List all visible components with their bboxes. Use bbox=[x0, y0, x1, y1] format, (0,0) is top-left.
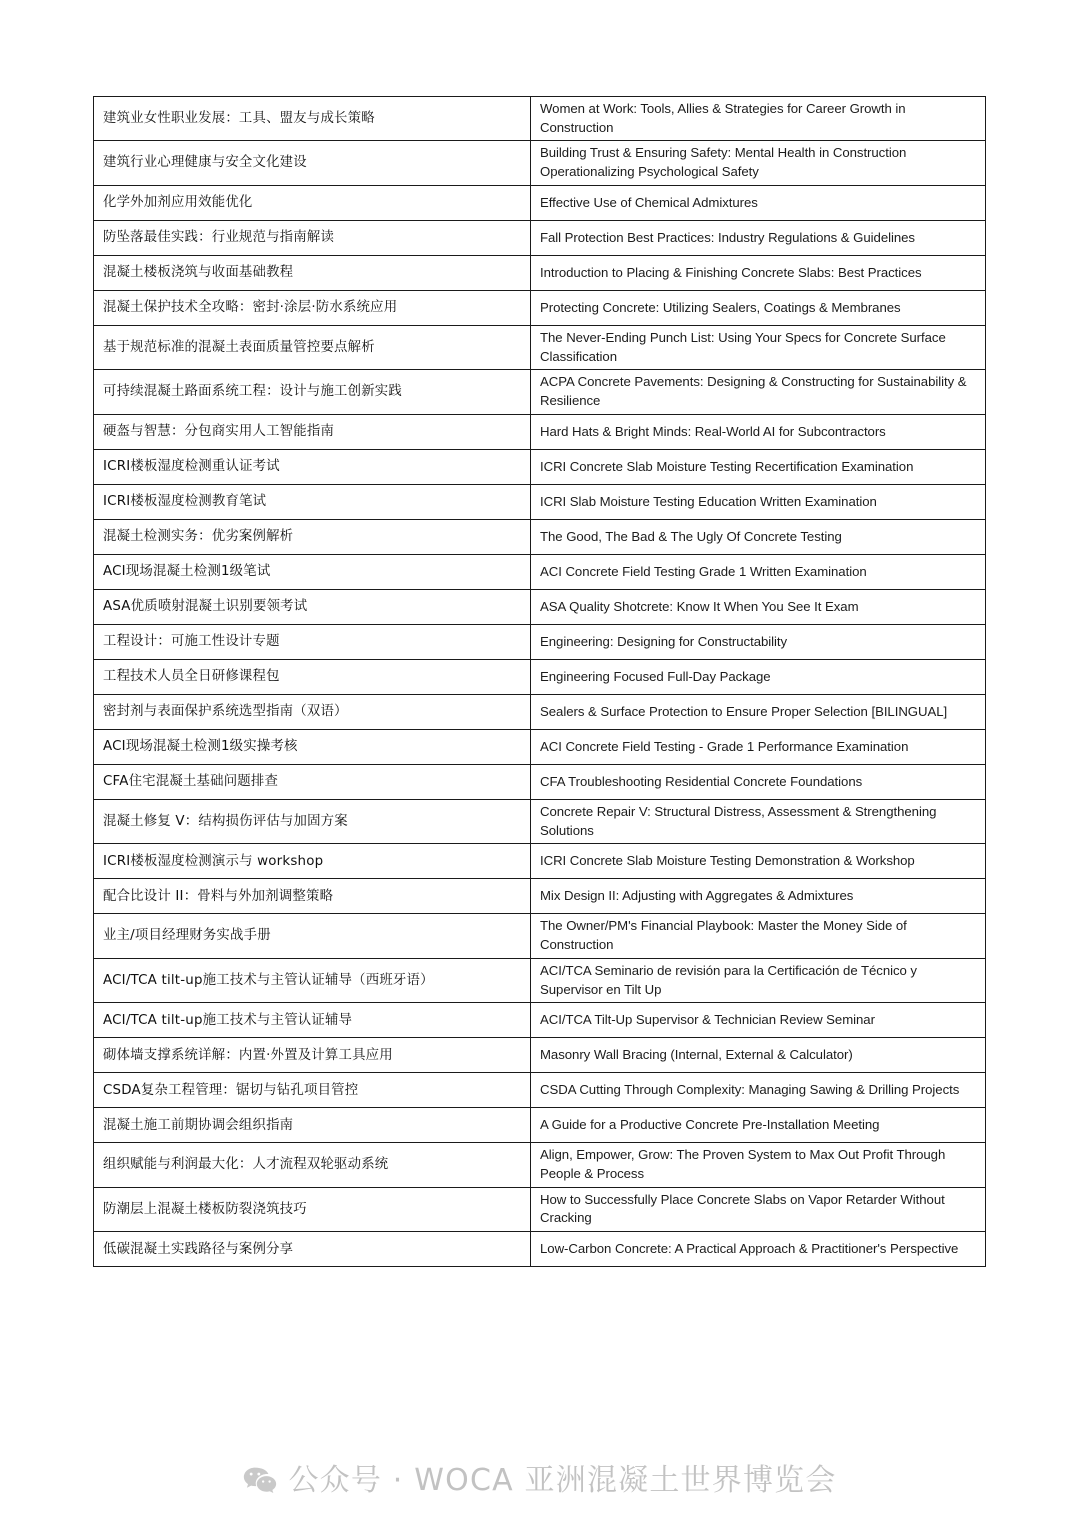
session-table-body bbox=[94, 97, 986, 1267]
session-title-en: Engineering Focused Full-Day Package bbox=[531, 659, 986, 694]
session-title-cn: 密封剂与表面保护系统选型指南（双语） bbox=[94, 694, 531, 729]
session-title-cn: 混凝土保护技术全攻略：密封·涂层·防水系统应用 bbox=[94, 290, 531, 325]
table-row bbox=[94, 519, 986, 554]
session-title-cn: ACI现场混凝土检测1级笔试 bbox=[94, 554, 531, 589]
session-title-cn: 基于规范标准的混凝土表面质量管控要点解析 bbox=[94, 325, 531, 369]
session-title-cn: ACI/TCA tilt-up施工技术与主管认证辅导 bbox=[94, 1003, 531, 1038]
table-row bbox=[94, 1003, 986, 1038]
table-row bbox=[94, 624, 986, 659]
session-title-en: ACI/TCA Seminario de revisión para la Certificación de Técnico y Supervisor en Tilt Up bbox=[531, 958, 986, 1002]
session-title-cn: 防潮层上混凝土楼板防裂浇筑技巧 bbox=[94, 1187, 531, 1231]
session-title-en: Fall Protection Best Practices: Industry Regulations & Guidelines bbox=[531, 220, 986, 255]
session-title-en: Protecting Concrete: Utilizing Sealers, Coatings & Membranes bbox=[531, 290, 986, 325]
session-title-en: ACI/TCA Tilt-Up Supervisor & Technician Review Seminar bbox=[531, 1003, 986, 1038]
session-title-en: Align, Empower, Grow: The Proven System to Max Out Profit Through People & Process bbox=[531, 1143, 986, 1187]
session-title-en: Introduction to Placing & Finishing Concrete Slabs: Best Practices bbox=[531, 255, 986, 290]
session-table bbox=[93, 96, 986, 1267]
session-title-en: Engineering: Designing for Constructability bbox=[531, 624, 986, 659]
table-row bbox=[94, 694, 986, 729]
session-title-cn: ACI现场混凝土检测1级实操考核 bbox=[94, 729, 531, 764]
table-row bbox=[94, 1108, 986, 1143]
session-title-cn: 化学外加剂应用效能优化 bbox=[94, 185, 531, 220]
session-title-cn: ASA优质喷射混凝土识别要领考试 bbox=[94, 589, 531, 624]
session-title-en: CFA Troubleshooting Residential Concrete Foundations bbox=[531, 764, 986, 799]
session-title-cn: 工程技术人员全日研修课程包 bbox=[94, 659, 531, 694]
table-row bbox=[94, 290, 986, 325]
session-title-cn: 混凝土施工前期协调会组织指南 bbox=[94, 1108, 531, 1143]
table-row bbox=[94, 414, 986, 449]
session-title-en: The Good, The Bad & The Ugly Of Concrete Testing bbox=[531, 519, 986, 554]
table-row bbox=[94, 97, 986, 141]
session-title-cn: 建筑行业心理健康与安全文化建设 bbox=[94, 141, 531, 185]
session-title-cn: ACI/TCA tilt-up施工技术与主管认证辅导（西班牙语） bbox=[94, 958, 531, 1002]
table-row bbox=[94, 844, 986, 879]
session-title-cn: 混凝土修复 V：结构损伤评估与加固方案 bbox=[94, 799, 531, 843]
table-row bbox=[94, 220, 986, 255]
session-title-cn: 低碳混凝土实践路径与案例分享 bbox=[94, 1232, 531, 1267]
session-title-en: Women at Work: Tools, Allies & Strategies for Career Growth in Construction bbox=[531, 97, 986, 141]
session-title-en: Concrete Repair V: Structural Distress, Assessment & Strengthening Solutions bbox=[531, 799, 986, 843]
table-row bbox=[94, 141, 986, 185]
wechat-icon bbox=[243, 1466, 277, 1496]
session-title-cn: 混凝土检测实务：优劣案例解析 bbox=[94, 519, 531, 554]
session-title-cn: 硬盔与智慧：分包商实用人工智能指南 bbox=[94, 414, 531, 449]
session-title-en: ICRI Slab Moisture Testing Education Written Examination bbox=[531, 484, 986, 519]
session-title-en: How to Successfully Place Concrete Slabs on Vapor Retarder Without Cracking bbox=[531, 1187, 986, 1231]
table-row bbox=[94, 659, 986, 694]
table-row bbox=[94, 914, 986, 958]
session-title-cn: ICRI楼板湿度检测演示与 workshop bbox=[94, 844, 531, 879]
session-title-cn: 可持续混凝土路面系统工程：设计与施工创新实践 bbox=[94, 370, 531, 414]
table-row bbox=[94, 729, 986, 764]
table-row bbox=[94, 370, 986, 414]
session-title-cn: 组织赋能与利润最大化：人才流程双轮驱动系统 bbox=[94, 1143, 531, 1187]
table-row bbox=[94, 449, 986, 484]
table-row bbox=[94, 554, 986, 589]
table-row bbox=[94, 799, 986, 843]
session-title-en: A Guide for a Productive Concrete Pre-Installation Meeting bbox=[531, 1108, 986, 1143]
session-title-cn: 防坠落最佳实践：行业规范与指南解读 bbox=[94, 220, 531, 255]
session-title-en: Building Trust & Ensuring Safety: Mental Health in Construction Operationalizing Psychological Safety bbox=[531, 141, 986, 185]
footer-watermark bbox=[0, 1463, 1080, 1498]
session-title-en: The Never-Ending Punch List: Using Your Specs for Concrete Surface Classification bbox=[531, 325, 986, 369]
table-row bbox=[94, 1143, 986, 1187]
session-title-en: The Owner/PM's Financial Playbook: Master the Money Side of Construction bbox=[531, 914, 986, 958]
session-title-cn: 建筑业女性职业发展：工具、盟友与成长策略 bbox=[94, 97, 531, 141]
footer-label: 公众号 · WOCA 亚洲混凝土世界博览会 bbox=[288, 1463, 837, 1498]
table-row bbox=[94, 958, 986, 1002]
session-title-cn: 砌体墙支撑系统详解：内置·外置及计算工具应用 bbox=[94, 1038, 531, 1073]
session-title-en: Masonry Wall Bracing (Internal, External & Calculator) bbox=[531, 1038, 986, 1073]
session-title-en: ACI Concrete Field Testing - Grade 1 Performance Examination bbox=[531, 729, 986, 764]
table-row bbox=[94, 1038, 986, 1073]
table-row bbox=[94, 185, 986, 220]
session-title-cn: 工程设计：可施工性设计专题 bbox=[94, 624, 531, 659]
table-row bbox=[94, 764, 986, 799]
table-row bbox=[94, 879, 986, 914]
table-row bbox=[94, 1232, 986, 1267]
table-row bbox=[94, 1187, 986, 1231]
session-title-en: Hard Hats & Bright Minds: Real-World AI for Subcontractors bbox=[531, 414, 986, 449]
table-row bbox=[94, 1073, 986, 1108]
session-title-en: ACPA Concrete Pavements: Designing & Constructing for Sustainability & Resilience bbox=[531, 370, 986, 414]
session-title-cn: 混凝土楼板浇筑与收面基础教程 bbox=[94, 255, 531, 290]
session-title-en: ICRI Concrete Slab Moisture Testing Recertification Examination bbox=[531, 449, 986, 484]
table-row bbox=[94, 325, 986, 369]
session-title-en: ASA Quality Shotcrete: Know It When You See It Exam bbox=[531, 589, 986, 624]
table-row bbox=[94, 484, 986, 519]
session-title-cn: CSDA复杂工程管理：锯切与钻孔项目管控 bbox=[94, 1073, 531, 1108]
session-title-cn: ICRI楼板湿度检测重认证考试 bbox=[94, 449, 531, 484]
session-title-en: Low-Carbon Concrete: A Practical Approach & Practitioner's Perspective bbox=[531, 1232, 986, 1267]
session-title-en: Mix Design II: Adjusting with Aggregates & Admixtures bbox=[531, 879, 986, 914]
session-title-cn: ICRI楼板湿度检测教育笔试 bbox=[94, 484, 531, 519]
session-title-en: ACI Concrete Field Testing Grade 1 Written Examination bbox=[531, 554, 986, 589]
session-title-cn: 业主/项目经理财务实战手册 bbox=[94, 914, 531, 958]
table-row bbox=[94, 255, 986, 290]
session-title-cn: CFA住宅混凝土基础问题排查 bbox=[94, 764, 531, 799]
session-title-en: ICRI Concrete Slab Moisture Testing Demonstration & Workshop bbox=[531, 844, 986, 879]
session-title-en: CSDA Cutting Through Complexity: Managing Sawing & Drilling Projects bbox=[531, 1073, 986, 1108]
session-title-cn: 配合比设计 II：骨料与外加剂调整策略 bbox=[94, 879, 531, 914]
table-row bbox=[94, 589, 986, 624]
session-title-en: Effective Use of Chemical Admixtures bbox=[531, 185, 986, 220]
session-table-container bbox=[93, 96, 985, 1267]
session-title-en: Sealers & Surface Protection to Ensure Proper Selection [BILINGUAL] bbox=[531, 694, 986, 729]
